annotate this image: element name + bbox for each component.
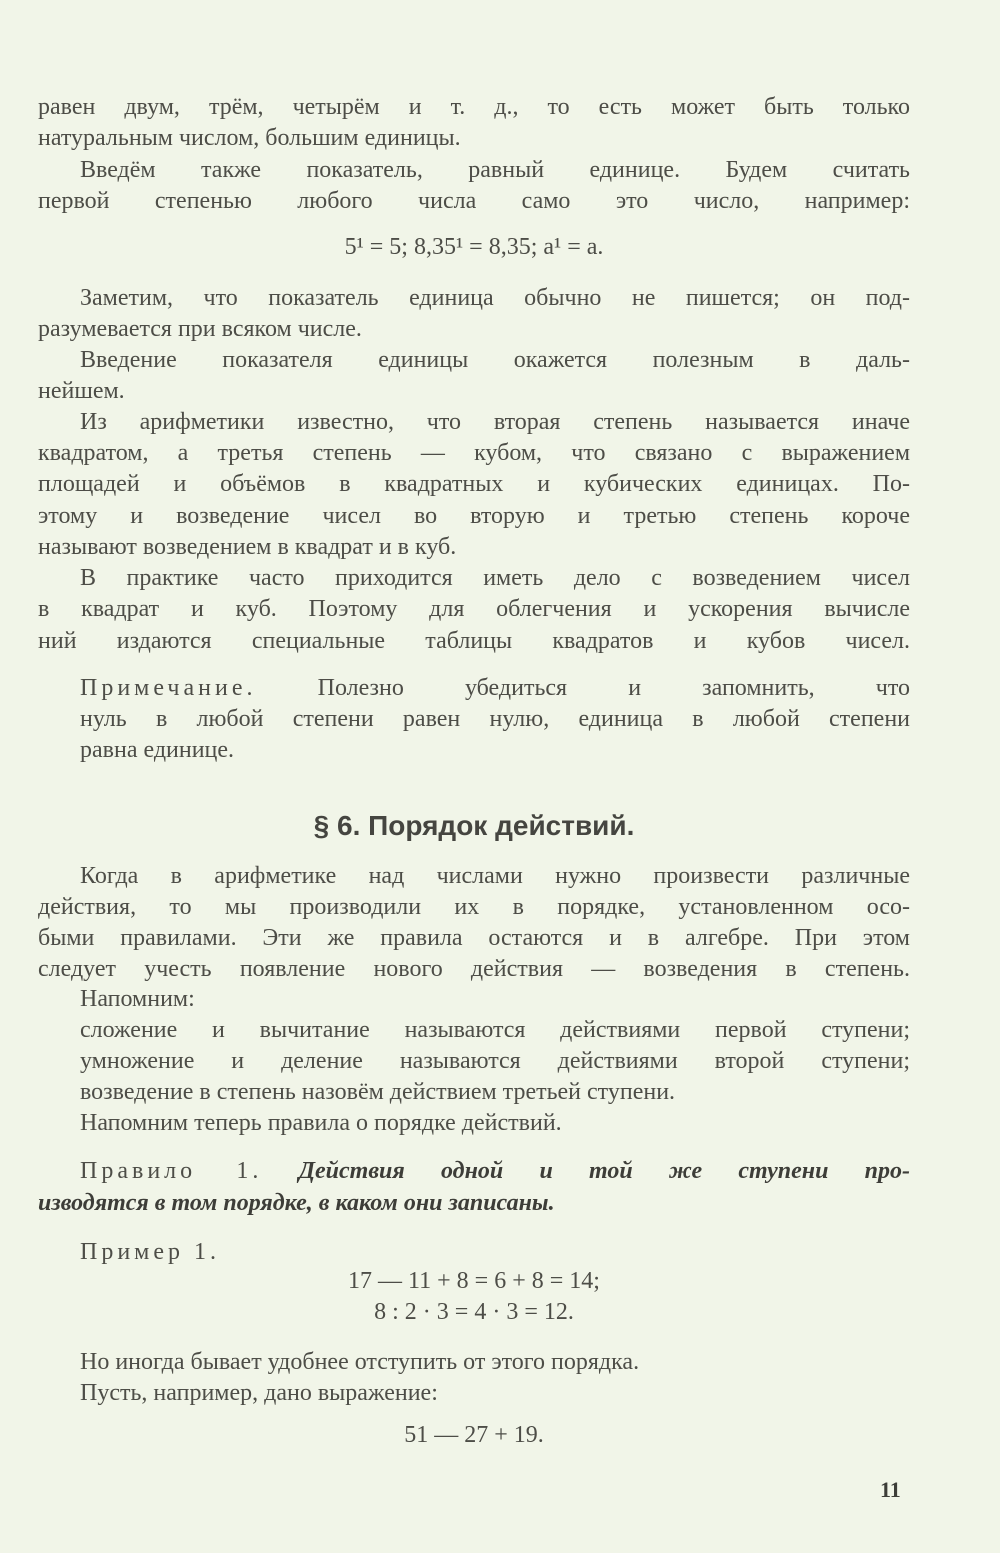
text-line: квадратом, а третья степень — кубом, что связано с выражением — [38, 440, 910, 466]
rule-label: Правило 1. — [80, 1158, 263, 1184]
text-line: действия, то мы производили их в порядке, установленном осо- — [38, 894, 910, 920]
text-line: быми правилами. Эти же правила остаются и в алгебре. При этом — [38, 925, 910, 951]
text-line: Напомним теперь правила о порядке действий. — [80, 1110, 562, 1136]
text-line: нейшем. — [38, 378, 125, 404]
text-line: умножение и деление называются действиями второй ступени; — [80, 1048, 910, 1074]
text-line: первой степенью любого числа само это число, например: — [38, 188, 910, 214]
rule-line-1 — [80, 1156, 910, 1186]
note-label: Примечание. — [80, 675, 257, 701]
text-line: Напомним: — [80, 986, 195, 1012]
note-text: Полезно убедиться и запомнить, что — [317, 675, 910, 701]
text-line: Пусть, например, дано выражение: — [80, 1380, 438, 1406]
text-line: Введение показателя единицы окажется полезным в даль- — [80, 347, 910, 373]
formula: 17 — 11 + 8 = 6 + 8 = 14; — [348, 1268, 600, 1294]
text-line: разумевается при всяком числе. — [38, 316, 362, 342]
text-line: этому и возведение чисел во вторую и третью степень короче — [38, 503, 910, 529]
formula: 8 : 2 · 3 = 4 · 3 = 12. — [374, 1299, 574, 1325]
text-line: Из арифметики известно, что вторая степень называется иначе — [80, 409, 910, 435]
note-line: равна единице. — [80, 737, 235, 763]
section-heading: § 6. Порядок действий. — [313, 810, 635, 841]
note-line: нуль в любой степени равен нулю, единица в любой степени — [80, 706, 910, 732]
text-line: В практике часто приходится иметь дело с возведением чисел — [80, 565, 910, 591]
rule-text: Действия одной и той же ступени про- — [298, 1158, 910, 1184]
text-line: ний издаются специальные таблицы квадратов и кубов чисел. — [38, 628, 910, 654]
text-line: Когда в арифметике над числами нужно произвести различные — [80, 863, 910, 889]
formula: 51 — 27 + 19. — [404, 1422, 544, 1448]
text-line: Но иногда бывает удобнее отступить от этого порядка. — [80, 1349, 640, 1375]
formula: 5¹ = 5; 8,35¹ = 8,35; a¹ = a. — [344, 234, 604, 260]
text-line: натуральным числом, большим единицы. — [38, 125, 461, 151]
text-line: равен двум, трём, четырём и т. д., то есть может быть только — [38, 94, 910, 120]
text-line: в квадрат и куб. Поэтому для облегчения и ускорения вычисле — [38, 596, 910, 622]
example-label: Пример 1. — [80, 1239, 221, 1265]
text-line: возведение в степень назовём действием третьей ступени. — [80, 1079, 676, 1105]
text-line: Введём также показатель, равный единице. Будем считать — [80, 157, 910, 183]
text-line: сложение и вычитание называются действиями первой ступени; — [80, 1017, 910, 1043]
text-line: площадей и объёмов в квадратных и кубических единицах. По- — [38, 471, 910, 497]
note-line-1 — [80, 673, 910, 703]
text-line: Заметим, что показатель единица обычно не пишется; он под- — [80, 285, 910, 311]
rule-line-2: изводятся в том порядке, в каком они записаны. — [38, 1190, 555, 1216]
page-number: 11 — [880, 1477, 901, 1502]
text-line: называют возведением в квадрат и в куб. — [38, 534, 457, 560]
text-line: следует учесть появление нового действия — возведения в степень. — [38, 956, 910, 982]
